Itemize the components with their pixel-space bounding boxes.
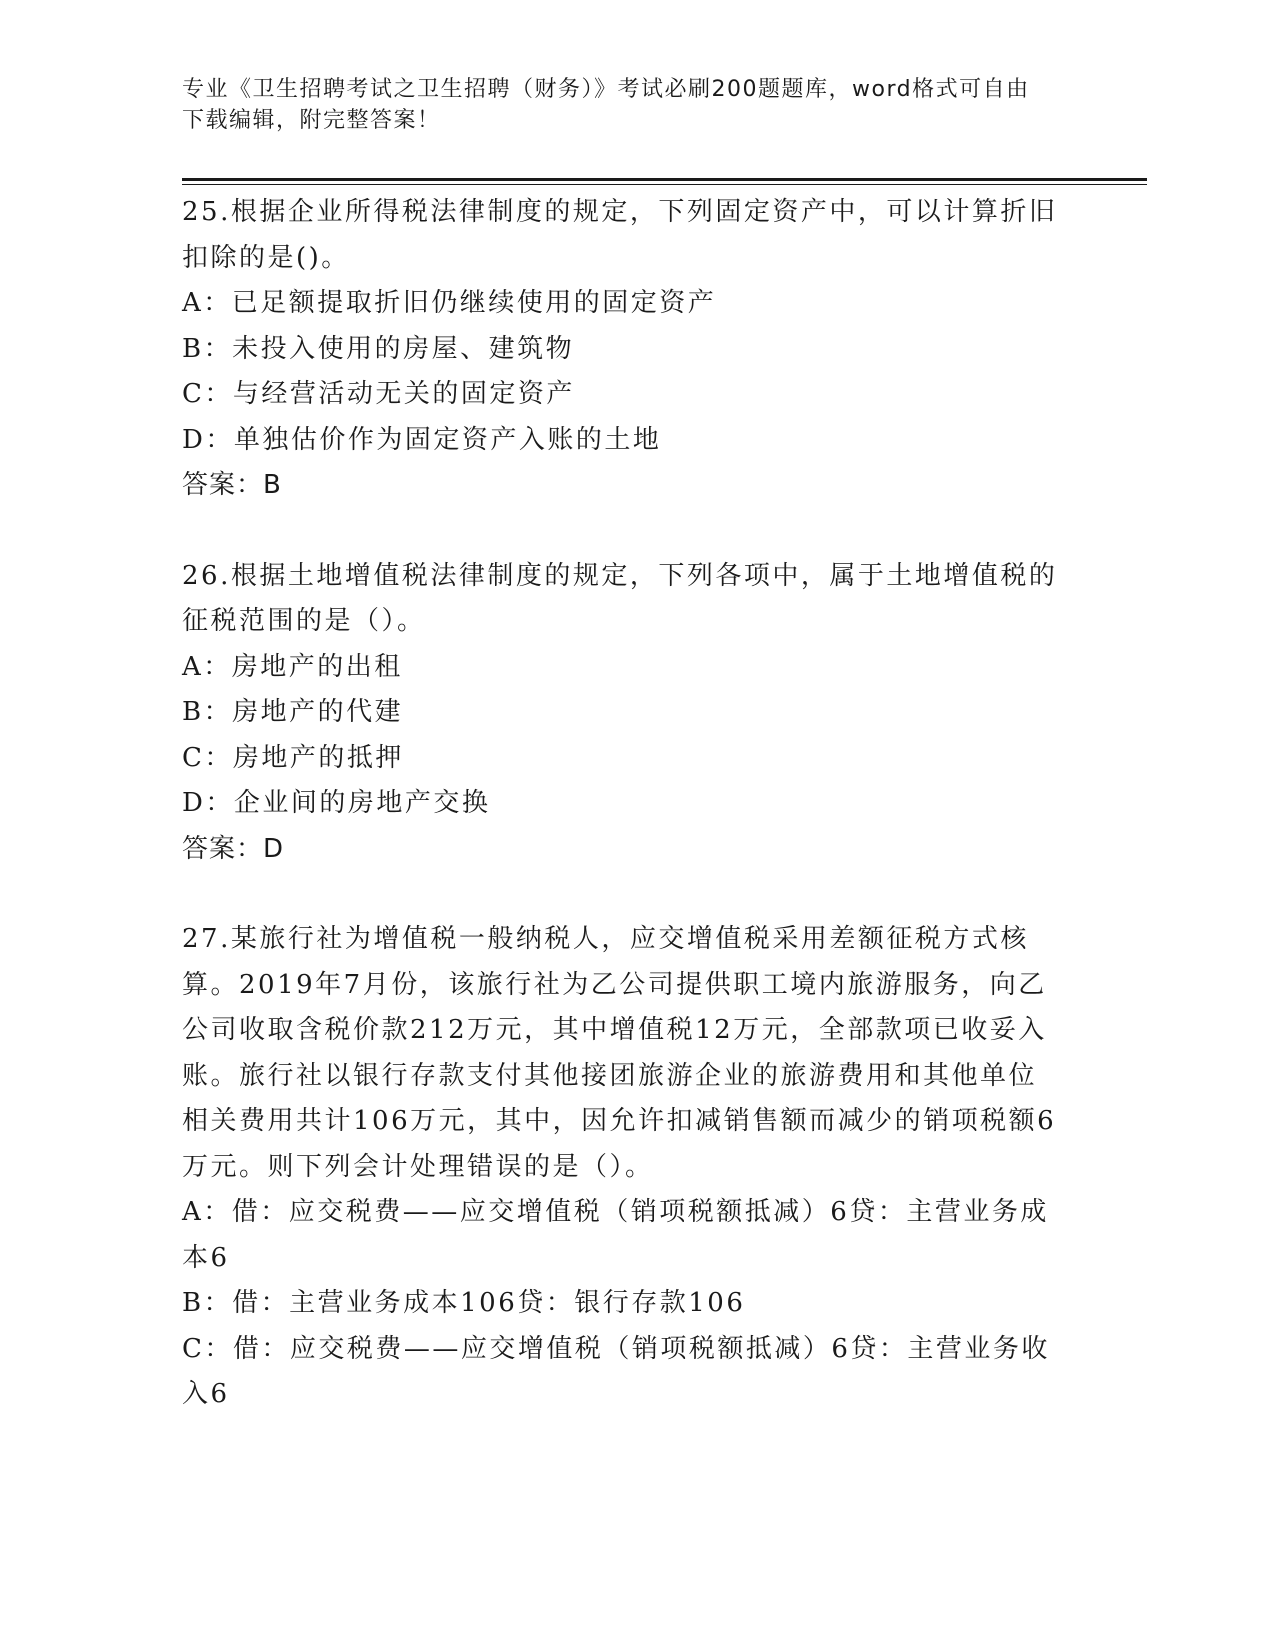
- question-text: 27.某旅行社为增值税一般纳税人，应交增值税采用差额征税方式核算。2019年7月份，该旅行社为乙公司提供职工境内旅游服务，向乙公司收取含税价款212万元，其中增值税12万元，全部款项已收妥入账。旅行社以银行存款支付其他接团旅游企业的旅游费用和其他单位相关费用共计106万元，其中，因允许扣减销售额而减少的销项税额6万元。则下列会计处理错误的是（）。: [182, 924, 1057, 1182]
- question-spacer: [182, 509, 1062, 554]
- option-d: D：企业间的房地产交换: [182, 788, 491, 818]
- question-27: [182, 917, 1062, 1418]
- option-d: D：单独估价作为固定资产入账的土地: [182, 424, 662, 455]
- question-text: 25.根据企业所得税法律制度的规定，下列固定资产中，可以计算折旧扣除的是()。: [182, 197, 1058, 273]
- question-text: 26.根据土地增值税法律制度的规定，下列各项中，属于土地增值税的征税范围的是（）。: [182, 560, 1058, 636]
- header-rule-thick: [182, 178, 1147, 181]
- option-c: C：与经营活动无关的固定资产: [182, 379, 575, 409]
- question-list: [182, 190, 1062, 1418]
- option-a: A：已足额提取折旧仍继续使用的固定资产: [182, 288, 717, 318]
- option-b: B：未投入使用的房屋、建筑物: [182, 333, 575, 364]
- option-b: B：借：主营业务成本106贷：银行存款106: [182, 1288, 746, 1318]
- header-rule-thin: [182, 184, 1147, 185]
- question-25: [182, 190, 1062, 509]
- answer: 答案：B: [182, 470, 282, 500]
- question-spacer: [182, 872, 1062, 917]
- option-c: C：房地产的抵押: [182, 742, 404, 773]
- option-a: A：借：应交税费——应交增值税（销项税额抵减）6贷：主营业务成本6: [182, 1197, 1049, 1273]
- question-26: [182, 554, 1062, 873]
- document-header: 专业《卫生招聘考试之卫生招聘（财务）》考试必刷200题题库，word格式可自由下载编辑，附完整答案！: [182, 77, 1030, 133]
- option-a: A：房地产的出租: [182, 651, 403, 682]
- option-c: C：借：应交税费——应交增值税（销项税额抵减）6贷：主营业务收入6: [182, 1333, 1050, 1409]
- option-b: B：房地产的代建: [182, 697, 404, 727]
- answer: 答案：D: [182, 833, 285, 864]
